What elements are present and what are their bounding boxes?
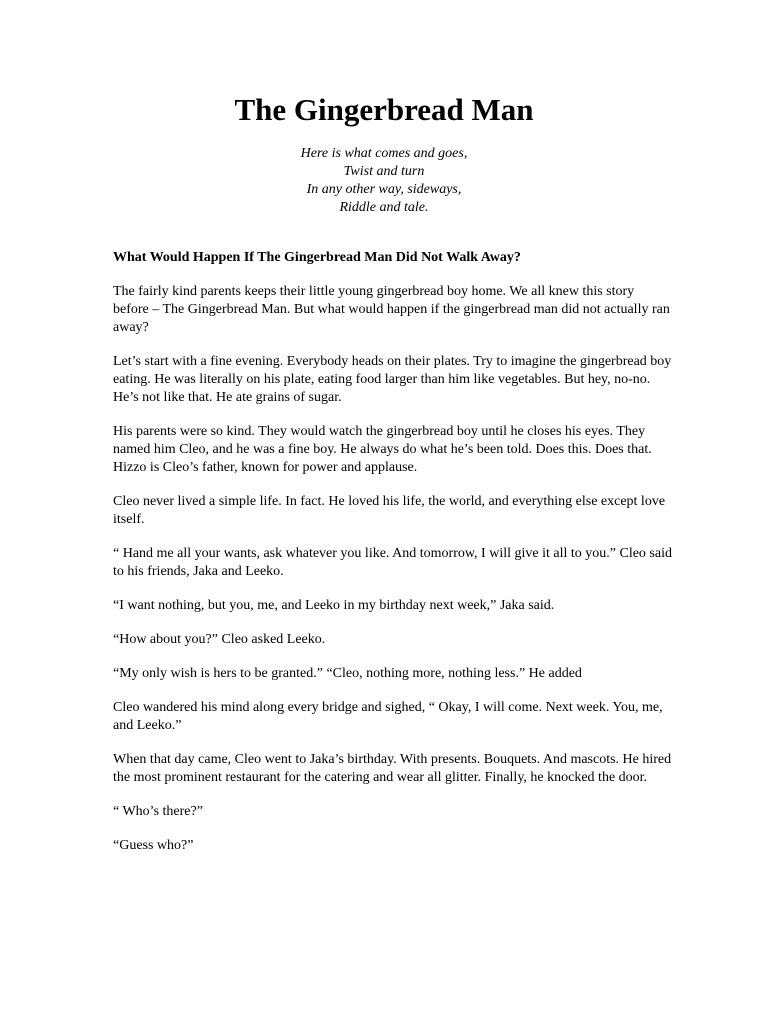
paragraph: The fairly kind parents keeps their little young gingerbread boy home. We all knew this story before – The Gingerbread Man. But what would happen if the gingerbread man did not actually ran away?: [113, 284, 670, 335]
paragraph: Cleo wandered his mind along every bridge and sighed, “ Okay, I will come. Next week. You, me, and Leeko.”: [113, 700, 663, 733]
paragraph: “Guess who?”: [113, 838, 194, 853]
document-title: The Gingerbread Man: [234, 92, 534, 127]
epigraph-verse: [0, 145, 768, 217]
paragraph: “ Hand me all your wants, ask whatever you like. And tomorrow, I will give it all to you.” Cleo said to his friends, Jaka and Leeko.: [113, 546, 672, 579]
verse-line: In any other way, sideways,: [306, 182, 462, 197]
verse-line: Here is what comes and goes,: [300, 146, 468, 161]
paragraph: His parents were so kind. They would watch the gingerbread boy until he closes his eyes. They named him Cleo, and he was a fine boy. He always do what he’s been told. Does this. Does that. Hizzo is Cleo’s father, known for power and applause.: [113, 424, 652, 475]
paragraph: Let’s start with a fine evening. Everybody heads on their plates. Try to imagine the gingerbread boy eating. He was literally on his plate, eating food larger than him like vegetables. But hey, no-no. He’s not like that. He ate grains of sugar.: [113, 354, 672, 405]
verse-line: Riddle and tale.: [339, 200, 429, 215]
verse-line: Twist and turn: [343, 164, 425, 179]
paragraph: “My only wish is hers to be granted.” “Cleo, nothing more, nothing less.” He added: [113, 666, 582, 681]
section-heading: What Would Happen If The Gingerbread Man Did Not Walk Away?: [113, 250, 521, 265]
paragraph: When that day came, Cleo went to Jaka’s birthday. With presents. Bouquets. And mascots. He hired the most prominent restaurant for the catering and wear all glitter. Finally, he knocked the door.: [113, 752, 672, 785]
paragraph: “I want nothing, but you, me, and Leeko in my birthday next week,” Jaka said.: [113, 598, 555, 613]
paragraph: “ Who’s there?”: [113, 804, 203, 819]
paragraph: “How about you?” Cleo asked Leeko.: [113, 632, 326, 647]
document-body: [113, 249, 673, 871]
paragraph: Cleo never lived a simple life. In fact. He loved his life, the world, and everything else except love itself.: [113, 494, 666, 527]
